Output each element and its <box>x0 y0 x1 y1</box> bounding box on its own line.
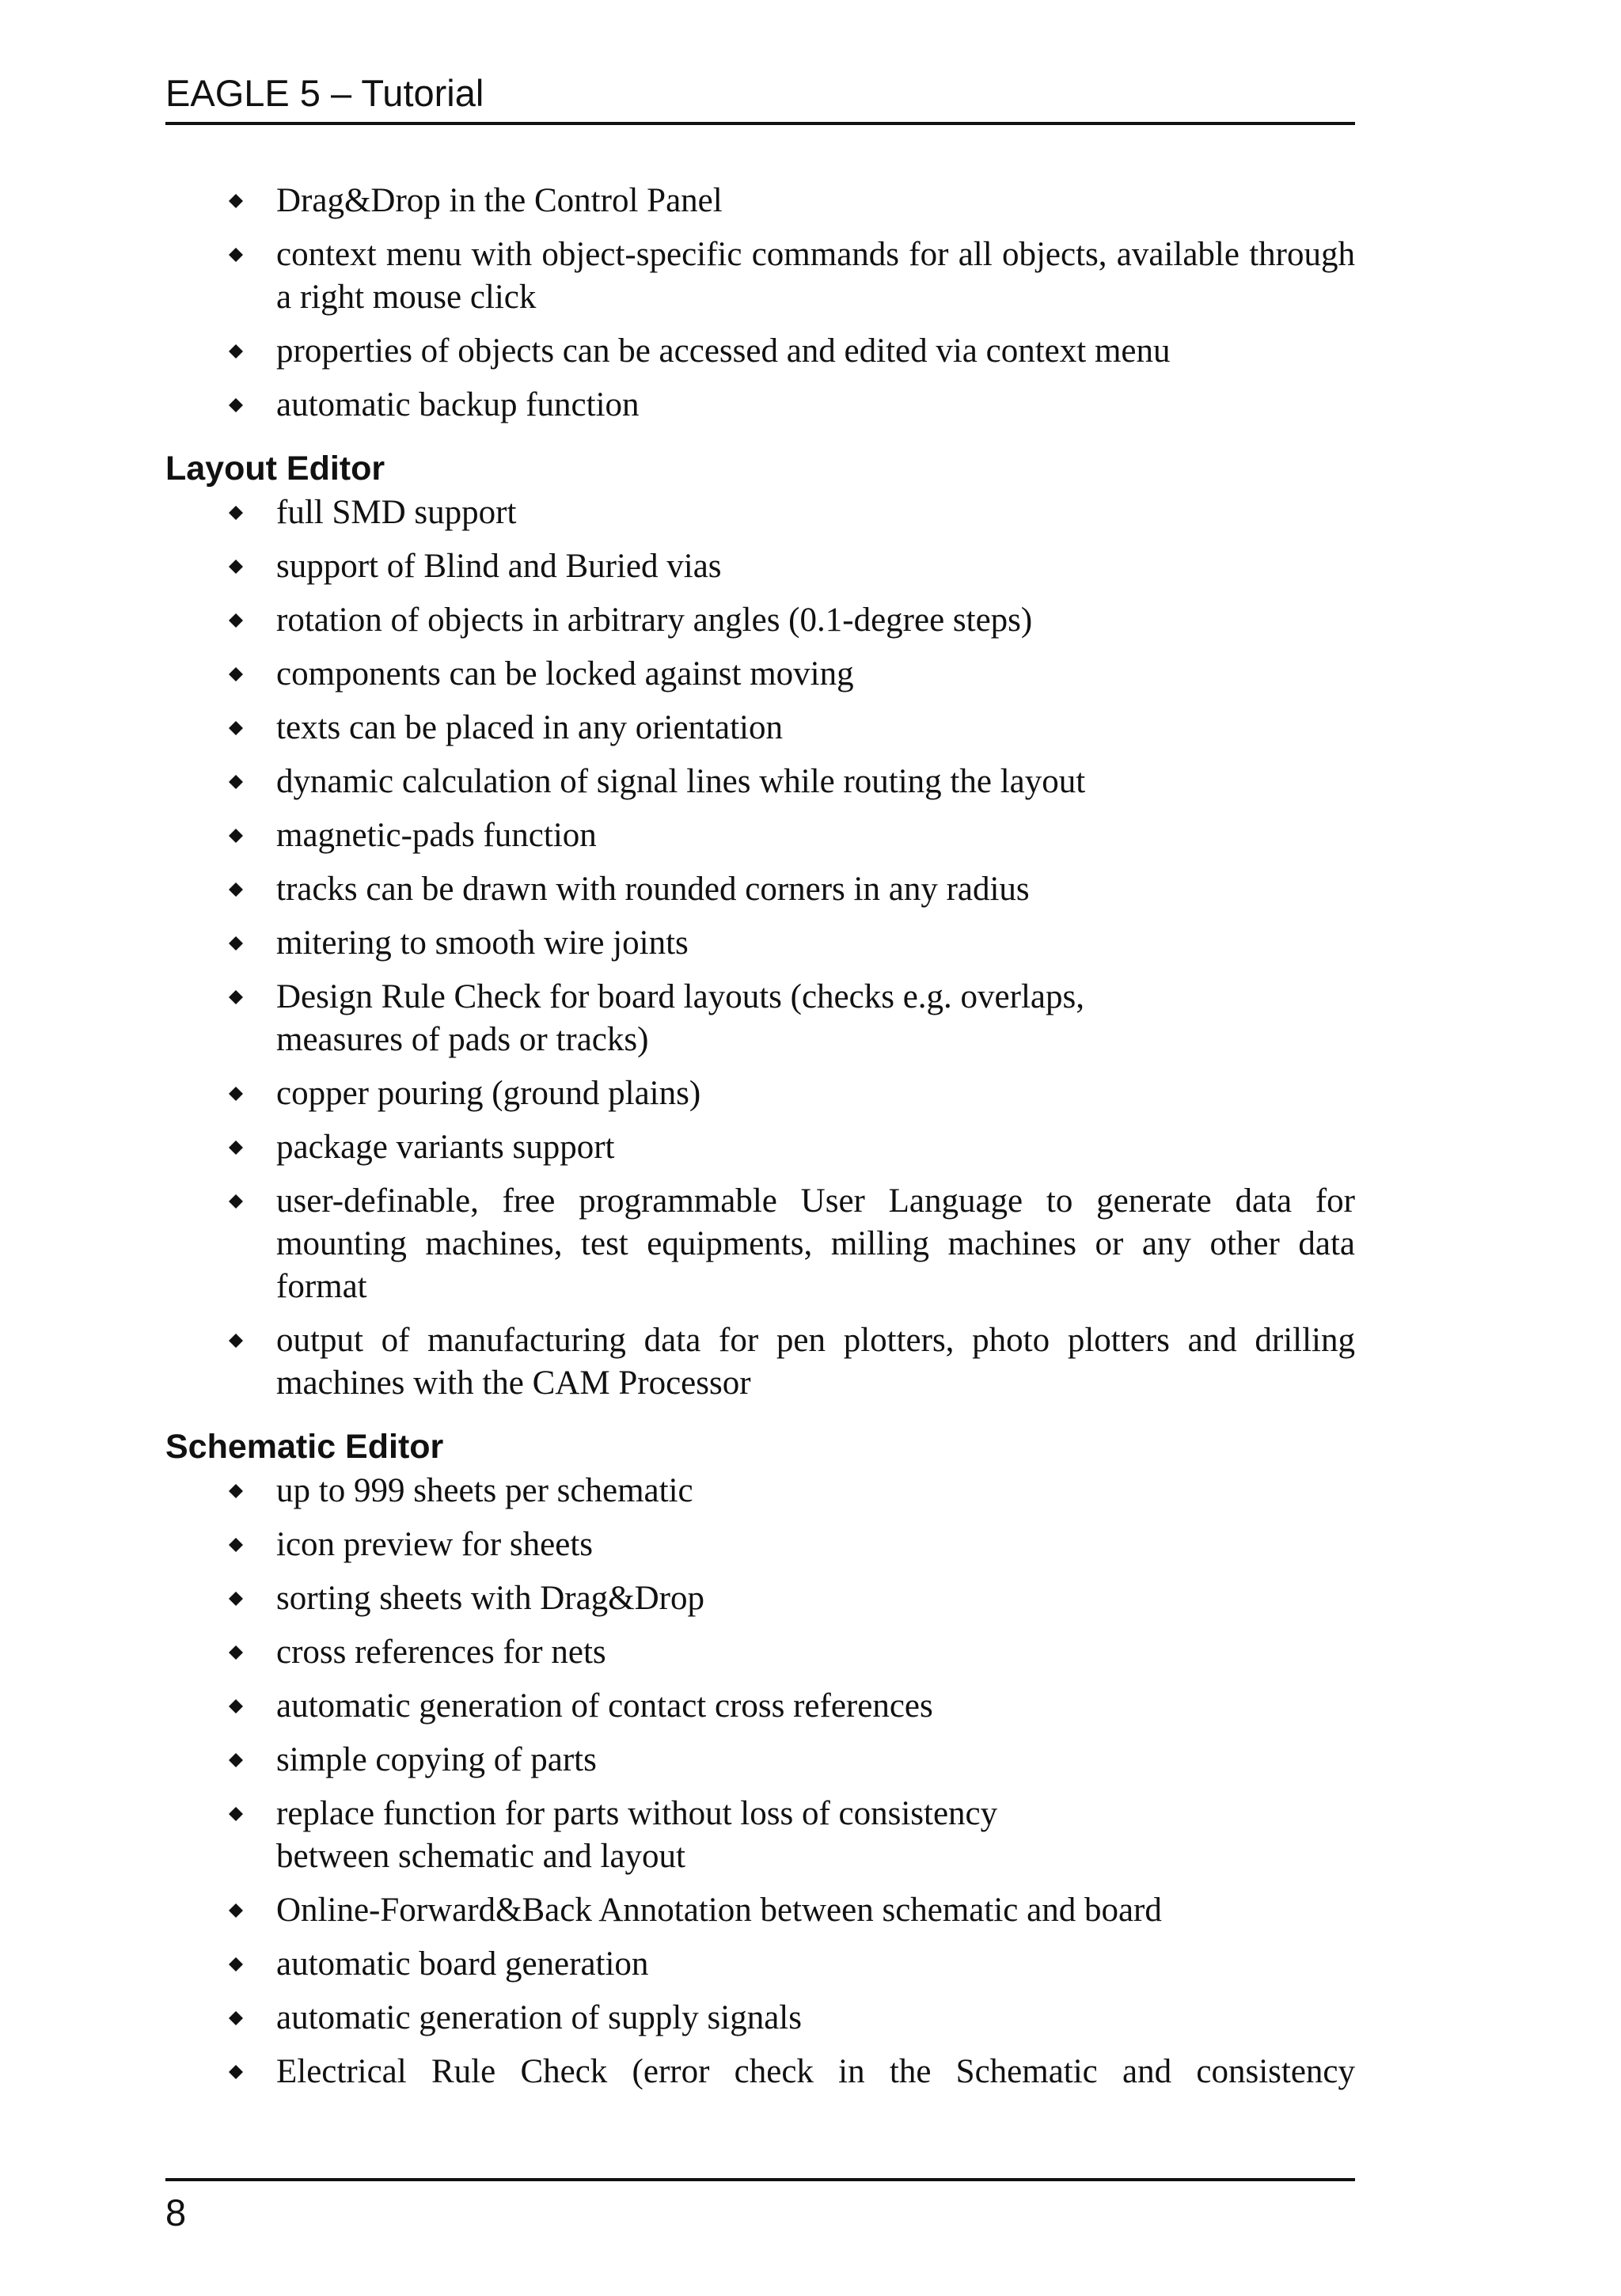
diamond-bullet-icon <box>229 1753 243 1767</box>
layout-editor-heading: Layout Editor <box>165 450 385 488</box>
list-item: full SMD support <box>165 491 1355 534</box>
diamond-bullet-icon <box>229 248 243 262</box>
layout-editor-list <box>165 491 1355 1405</box>
diamond-bullet-icon <box>229 506 243 520</box>
list-item: package variants support <box>165 1126 1355 1169</box>
list-item: sorting sheets with Drag&Drop <box>165 1577 1355 1620</box>
diamond-bullet-icon <box>229 721 243 735</box>
diamond-bullet-icon <box>229 1484 243 1498</box>
diamond-bullet-icon <box>229 1140 243 1155</box>
list-item: Design Rule Check for board layouts (checks e.g. overlaps, measures of pads or tracks) <box>165 976 1355 1061</box>
diamond-bullet-icon <box>229 990 243 1004</box>
diamond-bullet-icon <box>229 1699 243 1713</box>
list-item: automatic board generation <box>165 1943 1355 1986</box>
diamond-bullet-icon <box>229 1903 243 1918</box>
diamond-bullet-icon <box>229 775 243 789</box>
diamond-bullet-icon <box>229 1087 243 1101</box>
diamond-bullet-icon <box>229 882 243 897</box>
diamond-bullet-icon <box>229 1334 243 1348</box>
list-item: automatic generation of supply signals <box>165 1997 1355 2040</box>
list-item: output of manufacturing data for pen plotters, photo plotters and drilling machines with the CAM Processor <box>165 1319 1355 1405</box>
diamond-bullet-icon <box>229 194 243 208</box>
footer-rule <box>165 2178 1355 2181</box>
list-item: icon preview for sheets <box>165 1524 1355 1566</box>
diamond-bullet-icon <box>229 829 243 843</box>
list-item: tracks can be drawn with rounded corners in any radius <box>165 868 1355 911</box>
list-item: automatic generation of contact cross references <box>165 1685 1355 1728</box>
list-item: components can be locked against moving <box>165 653 1355 696</box>
list-item: context menu with object-specific commands for all objects, available through a right mouse click <box>165 233 1355 319</box>
list-item: Drag&Drop in the Control Panel <box>165 180 1355 222</box>
list-item: up to 999 sheets per schematic <box>165 1470 1355 1512</box>
list-item: simple copying of parts <box>165 1739 1355 1782</box>
diamond-bullet-icon <box>229 936 243 951</box>
list-item: magnetic-pads function <box>165 814 1355 857</box>
list-item: support of Blind and Buried vias <box>165 545 1355 588</box>
header-rule <box>165 122 1355 125</box>
diamond-bullet-icon <box>229 1645 243 1660</box>
list-item: properties of objects can be accessed and edited via context menu <box>165 330 1355 373</box>
list-item: mitering to smooth wire joints <box>165 922 1355 965</box>
diamond-bullet-icon <box>229 1538 243 1552</box>
diamond-bullet-icon <box>229 2065 243 2079</box>
diamond-bullet-icon <box>229 667 243 681</box>
list-item: copper pouring (ground plains) <box>165 1072 1355 1115</box>
diamond-bullet-icon <box>229 613 243 628</box>
diamond-bullet-icon <box>229 344 243 359</box>
list-item: dynamic calculation of signal lines while routing the layout <box>165 761 1355 803</box>
diamond-bullet-icon <box>229 560 243 574</box>
list-item: cross references for nets <box>165 1631 1355 1674</box>
diamond-bullet-icon <box>229 398 243 412</box>
page-content <box>165 180 1355 2104</box>
schematic-editor-list <box>165 1470 1355 2093</box>
schematic-editor-heading: Schematic Editor <box>165 1428 444 1466</box>
diamond-bullet-icon <box>229 1194 243 1209</box>
page-number: 8 <box>165 2192 187 2233</box>
diamond-bullet-icon <box>229 1592 243 1606</box>
list-item: Electrical Rule Check (error check in the Schematic and consistency <box>165 2051 1355 2093</box>
page-header: EAGLE 5 – Tutorial <box>165 72 484 114</box>
intro-list <box>165 180 1355 427</box>
list-item: texts can be placed in any orientation <box>165 707 1355 750</box>
list-item: automatic backup function <box>165 384 1355 427</box>
list-item: replace function for parts without loss of consistency between schematic and layout <box>165 1793 1355 1878</box>
list-item: rotation of objects in arbitrary angles (0.1-degree steps) <box>165 599 1355 642</box>
diamond-bullet-icon <box>229 2011 243 2025</box>
list-item: Online-Forward&Back Annotation between schematic and board <box>165 1889 1355 1932</box>
diamond-bullet-icon <box>229 1807 243 1821</box>
diamond-bullet-icon <box>229 1957 243 1972</box>
list-item: user-definable, free programmable User Language to generate data for mounting machines, test equipments, milling machines or any other data format <box>165 1180 1355 1308</box>
